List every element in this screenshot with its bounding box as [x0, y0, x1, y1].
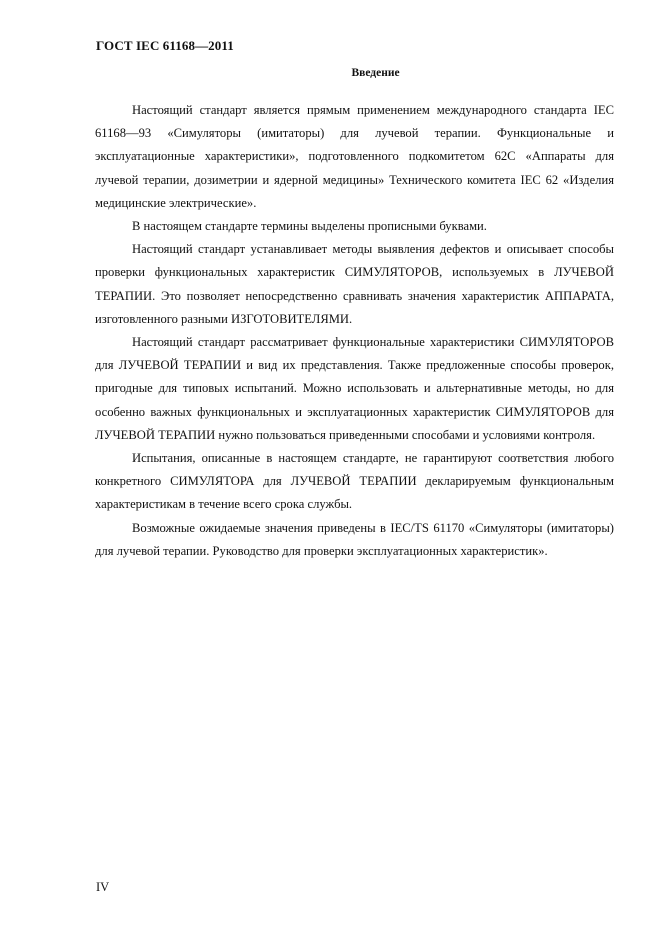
document-body: [95, 99, 614, 563]
paragraph-3: Настоящий стандарт устанавливает методы выявления дефектов и описывает способы проверки функциональных характеристик СИМУЛЯТОРОВ, используемых в ЛУЧЕВОЙ ТЕРАПИИ. Это позволяет непосредственно сравнивать значения характеристик АППАРАТА, изготовленного разными ИЗГОТОВИТЕЛЯМИ.: [95, 242, 614, 326]
section-title-text: Введение: [351, 67, 400, 79]
page-number: IV: [96, 880, 110, 894]
paragraph-6: Возможные ожидаемые значения приведены в IEC/TS 61170 «Симуляторы (имитаторы) для лучевой терапии. Руководство для проверки эксплуатационных характеристик».: [95, 520, 614, 558]
paragraph-5: Испытания, описанные в настоящем стандарте, не гарантируют соответствия любого конкретного СИМУЛЯТОРА для ЛУЧЕВОЙ ТЕРАПИИ декларируемым функциональным характеристикам в течение всего срока службы.: [95, 451, 614, 512]
paragraph-4: Настоящий стандарт рассматривает функциональные характеристики СИМУЛЯТОРОВ для ЛУЧЕВОЙ ТЕРАПИИ и вид их представления. Также предложенные способы проверок, пригодные для типовых испытаний. Можно использовать и альтернативные методы, но для особенно важных функциональных и эксплуатационных характеристик СИМУЛЯТОРОВ для ЛУЧЕВОЙ ТЕРАПИИ нужно пользоваться приведенными способами и условиями контроля.: [95, 335, 614, 442]
paragraph-1: Настоящий стандарт является прямым применением международного стандарта IEC 61168—93 «Симуляторы (имитаторы) для лучевой терапии. Функциональные и эксплуатационные характеристики», подготовленного подкомитетом 62С «Аппараты для лучевой терапии, дозиметрии и ядерной медицины» Технического комитета IEC 62 «Изделия медицинские электрические».: [95, 103, 614, 210]
document-header: ГОСТ IEC 61168—2011: [96, 38, 234, 53]
paragraph-2: В настоящем стандарте термины выделены прописными буквами.: [132, 219, 487, 234]
section-title: [0, 67, 661, 79]
